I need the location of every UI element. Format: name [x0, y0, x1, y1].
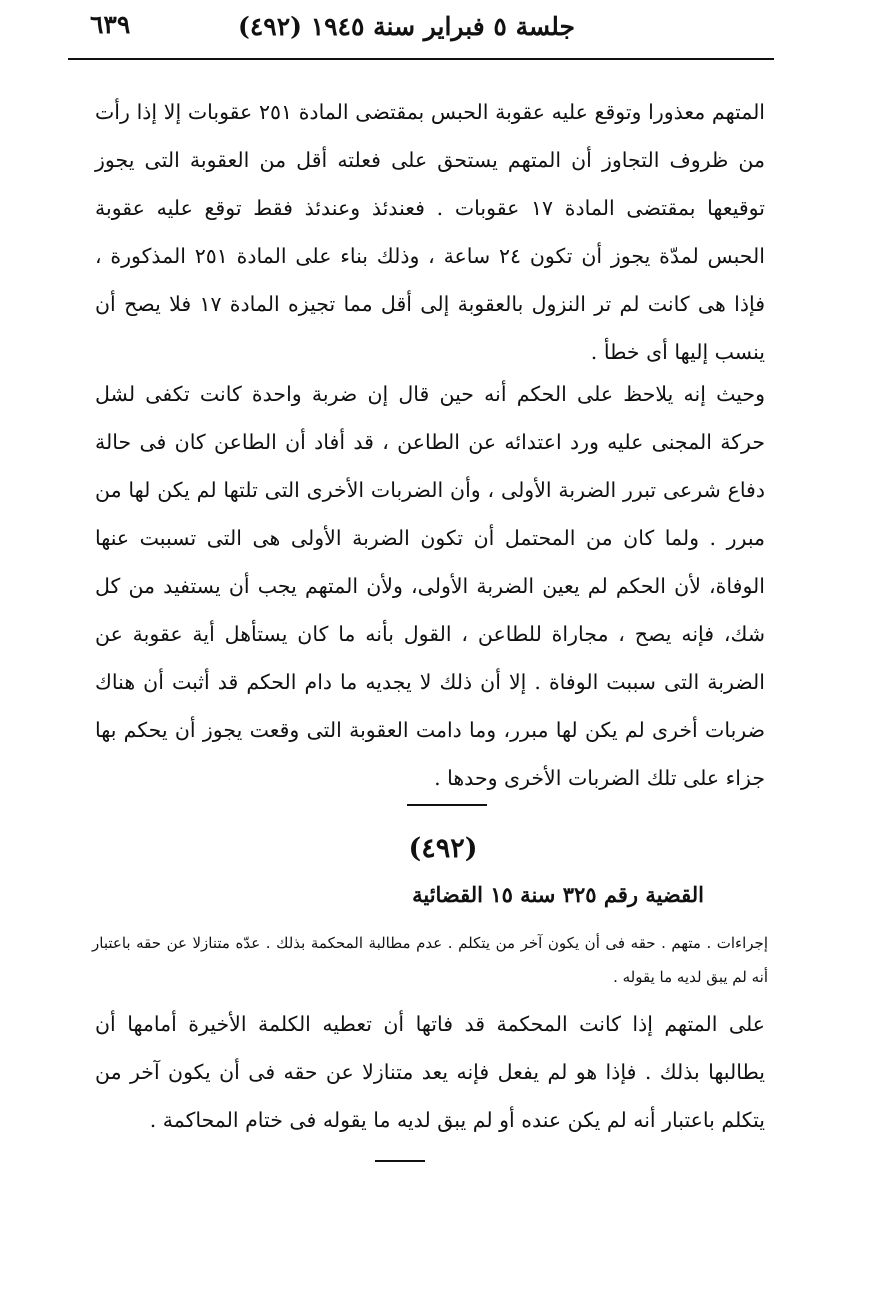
- case-number: (٤٩٢): [408, 833, 478, 864]
- section-divider: [407, 804, 487, 806]
- page-number: ٦٣٩: [90, 10, 131, 39]
- running-title: جلسة ٥ فبراير سنة ١٩٤٥ (٤٩٢): [238, 12, 575, 41]
- page-header: [70, 8, 775, 50]
- end-divider: [375, 1160, 425, 1162]
- paragraph-reasoning: وحيث إنه يلاحظ على الحكم أنه حين قال إن ضربة واحدة كانت تكفى لشل حركة المجنى عليه ورد اعتدائه عن الطاعن ، قد أفاد أن الطاعن كان فى حالة دفاع شرعى تبرر الضربة الأولى ، وأن الضربات الأخرى التى تلتها لم يكن لها من مبرر . ولما كان من المحتمل أن تكون الضربة الأولى هى التى تسببت عنها الوفاة، لأن الحكم لم يعين الضربة الأولى، ولأن المتهم يجب أن يستفيد من كل شك، فإنه يصح ، مجاراة للطاعن ، القول بأنه ما كان يستأهل أية عقوبة عن الضربة التى سببت الوفاة . إلا أن ذلك لا يجديه ما دام الحكم قد أثبت أن هناك ضربات أخرى لم يكن لها مبرر، وما دامت العقوبة التى وقعت يجوز أن يحكم بها جزاء على تلك الضربات الأخرى وحدها .: [95, 382, 765, 790]
- case-principle: على المتهم إذا كانت المحكمة قد فاتها أن تعطيه الكلمة الأخيرة أمامها أن يطالبها بذلك . فإذا هو لم يفعل فإنه يعد متنازلا عن حقه فى أن يكون آخر من يتكلم باعتبار أنه لم يكن عنده أو لم يبق لديه ما يقوله فى ختام المحاكمة .: [95, 1012, 765, 1132]
- case-headnote: إجراءات . متهم . حقه فى أن يكون آخر من يتكلم . عدم مطالبة المحكمة بذلك . عدّه متنازلا عن حقه باعتبار أنه لم يبق لديه ما يقوله .: [92, 934, 768, 986]
- header-rule: [68, 58, 774, 60]
- case-reference: القضية رقم ٣٢٥ سنة ١٥ القضائية: [412, 882, 704, 907]
- paragraph-continuation: المتهم معذورا وتوقع عليه عقوبة الحبس بمقتضى المادة ٢٥١ عقوبات إلا إذا رأت من ظروف التجاوز أن المتهم يستحق على فعلته أقل من العقوبة التى يجوز توقيعها بمقتضى المادة ١٧ عقوبات . فعندئذ وعندئذ فقط توقع عليه عقوبة الحبس لمدّة يجوز أن تكون ٢٤ ساعة ، وذلك بناء على المادة ٢٥١ المذكورة ، فإذا هى كانت لم تر النزول بالعقوبة إلى أقل مما تجيزه المادة ١٧ فلا يصح أن ينسب إليها أى خطأ .: [95, 100, 766, 364]
